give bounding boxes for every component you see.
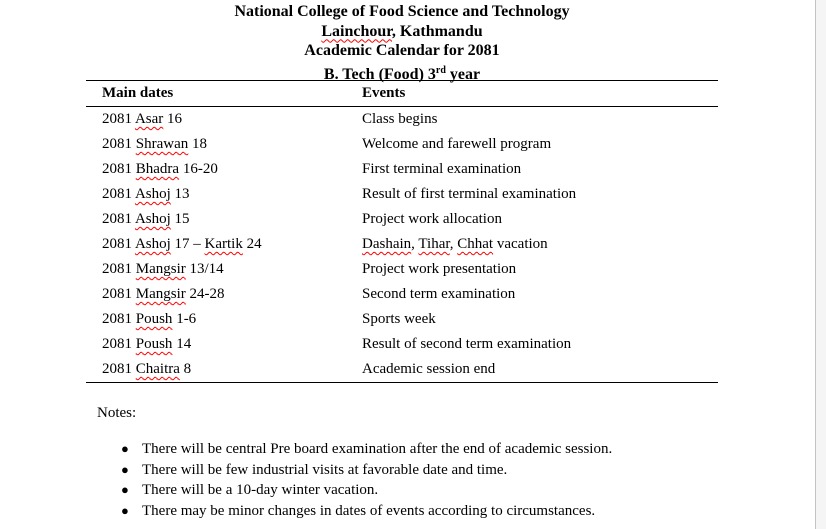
misspelled-word: Ashoj <box>134 186 171 202</box>
text-segment: 2081 <box>102 236 135 252</box>
text-segment: Project work presentation <box>362 261 517 277</box>
title-college-name <box>86 2 718 22</box>
text-segment: National College of Food Science and Technology <box>234 3 570 20</box>
bullet-icon: ● <box>121 461 129 477</box>
text-segment: 18 <box>188 136 207 152</box>
text-segment: 2081 <box>102 336 136 352</box>
note-item <box>97 501 757 522</box>
text-segment: , <box>449 236 458 252</box>
note-item <box>97 460 757 481</box>
text-segment: Class begins <box>362 111 438 127</box>
cell-event <box>362 207 718 232</box>
misspelled-word: Chaitra <box>135 361 180 377</box>
table-row <box>86 257 718 282</box>
note-item <box>97 480 757 501</box>
text-segment: Welcome and farewell program <box>362 136 552 152</box>
note-text: There will be central Pre board examination after the end of academic session. <box>142 441 613 457</box>
misspelled-word: Bhadra <box>135 161 180 177</box>
cell-event <box>362 307 718 332</box>
cell-main-date <box>86 132 362 157</box>
table-row <box>86 357 718 382</box>
cell-main-date <box>86 157 362 182</box>
table-row <box>86 132 718 157</box>
note-text: There may be minor changes in dates of events according to circumstances. <box>142 502 596 519</box>
misspelled-word: Chhat <box>457 236 494 252</box>
table-row <box>86 232 718 257</box>
table-row <box>86 332 718 357</box>
note-text: There will be few industrial visits at favorable date and time. <box>142 461 508 478</box>
text-segment: Academic Calendar for 2081 <box>304 42 500 59</box>
table-row <box>86 282 718 307</box>
misspelled-word: Tihar <box>418 236 450 252</box>
text-segment: 17 – <box>170 236 205 252</box>
misspelled-word: Kartik <box>204 236 243 252</box>
text-segment: 15 <box>170 211 190 227</box>
text-segment: Result of second term examination <box>362 336 572 352</box>
text-segment: 13 <box>170 186 190 202</box>
table-header-row <box>86 81 718 107</box>
misspelled-word: Asar <box>134 111 164 127</box>
misspelled-word: Lainchour <box>321 22 392 40</box>
bullet-icon: ● <box>121 441 129 456</box>
cell-main-date <box>86 107 362 132</box>
misspelled-word: Poush <box>135 336 173 352</box>
cell-event <box>362 182 718 207</box>
cell-event <box>362 107 718 132</box>
notes-section <box>97 404 757 521</box>
bullet-icon: ● <box>121 482 129 498</box>
text-segment: Result of first terminal examination <box>362 186 577 202</box>
text-segment: 1-6 <box>172 311 197 327</box>
cell-main-date <box>86 282 362 307</box>
text-segment: , <box>411 236 419 252</box>
column-header-events: Events <box>362 85 406 101</box>
misspelled-word: Dashain <box>362 236 412 252</box>
text-segment: 2081 <box>102 311 136 327</box>
text-segment: 13/14 <box>185 261 224 277</box>
table-row <box>86 157 718 182</box>
misspelled-word: Poush <box>135 311 173 327</box>
notes-heading: Notes: <box>97 405 137 421</box>
cell-main-date <box>86 307 362 332</box>
cell-main-date <box>86 332 362 357</box>
text-segment: 2081 <box>102 361 136 377</box>
text-segment: 24 <box>242 236 262 252</box>
misspelled-word: Ashoj <box>134 211 171 227</box>
cell-event <box>362 282 718 307</box>
text-segment: Sports week <box>362 311 436 327</box>
cell-event <box>362 332 718 357</box>
cell-main-date <box>86 257 362 282</box>
table-row <box>86 182 718 207</box>
text-segment: year <box>445 65 481 83</box>
cell-main-date <box>86 207 362 232</box>
misspelled-word: Mangsir <box>135 286 186 302</box>
misspelled-word: Ashoj <box>134 236 171 252</box>
note-item <box>97 439 757 460</box>
note-text: There will be a 10-day winter vacation. <box>142 482 379 499</box>
text-segment: 16-20 <box>179 161 218 177</box>
cell-event <box>362 357 718 382</box>
text-segment: , Kathmandu <box>391 22 483 40</box>
text-segment: 14 <box>172 336 192 352</box>
cell-event <box>362 132 718 157</box>
table-row <box>86 307 718 332</box>
text-segment: 24-28 <box>185 286 225 302</box>
text-segment: 2081 <box>102 161 136 177</box>
column-header-main-dates: Main dates <box>102 85 174 101</box>
table-row <box>86 107 718 132</box>
text-segment: 8 <box>179 361 192 377</box>
text-segment: 2081 <box>102 211 135 227</box>
academic-calendar-table <box>86 80 718 383</box>
misspelled-word: Shrawan <box>135 136 189 152</box>
cell-main-date <box>86 357 362 382</box>
text-segment: vacation <box>493 236 548 252</box>
text-segment: B. Tech (Food) 3 <box>323 65 436 83</box>
cell-main-date <box>86 232 362 257</box>
cell-event <box>362 257 718 282</box>
vertical-scrollbar[interactable] <box>815 0 826 529</box>
text-segment: First terminal examination <box>362 161 522 177</box>
bullet-icon: ● <box>121 502 129 518</box>
title-location <box>86 22 718 42</box>
table-rows <box>86 107 718 382</box>
title-calendar-year <box>86 41 718 61</box>
cell-event <box>362 157 718 182</box>
misspelled-word: Mangsir <box>135 261 186 277</box>
notes-list <box>97 439 757 521</box>
superscript-text: rd <box>435 64 446 76</box>
text-segment: 2081 <box>102 286 136 302</box>
cell-main-date <box>86 182 362 207</box>
text-segment: Project work allocation <box>362 211 502 227</box>
text-segment: Second term examination <box>362 286 516 302</box>
text-segment: 2081 <box>102 136 136 152</box>
text-segment: 2081 <box>102 186 135 202</box>
document-header <box>86 2 718 84</box>
cell-event <box>362 232 718 257</box>
table-row <box>86 207 718 232</box>
text-segment: Academic session end <box>362 361 496 377</box>
text-segment: 2081 <box>102 261 136 277</box>
text-segment: 2081 <box>102 111 135 127</box>
text-segment: 16 <box>163 111 183 127</box>
